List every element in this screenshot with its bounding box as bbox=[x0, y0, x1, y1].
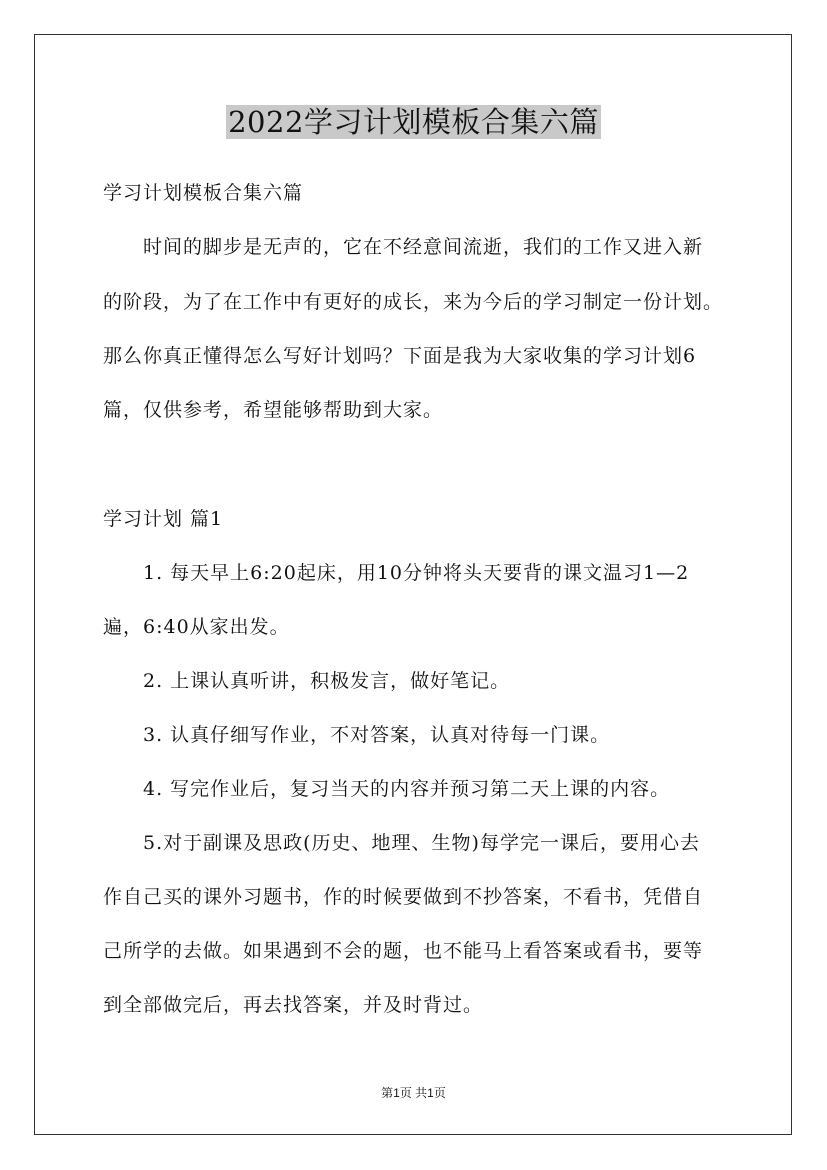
document-title bbox=[0, 100, 827, 144]
item-4: 4. 写完作业后，复习当天的内容并预习第二天上课的内容。 bbox=[143, 778, 671, 800]
section-heading: 学习计划 篇1 bbox=[103, 508, 224, 530]
item-5-line-2: 作自己买的课外习题书，作的时候要做到不抄答案，不看书，凭借自 bbox=[103, 886, 704, 908]
page-footer: 第1页 共1页 bbox=[381, 1086, 446, 1100]
intro-line-3: 那么你真正懂得怎么写好计划吗？下面是我为大家收集的学习计划6 bbox=[103, 345, 697, 367]
item-5-line-3: 己所学的去做。如果遇到不会的题，也不能马上看答案或看书，要等 bbox=[103, 940, 704, 962]
document-subtitle: 学习计划模板合集六篇 bbox=[103, 182, 304, 204]
intro-line-1: 时间的脚步是无声的，它在不经意间流逝，我们的工作又进入新 bbox=[143, 236, 704, 258]
item-2: 2. 上课认真听讲，积极发言，做好笔记。 bbox=[143, 670, 511, 692]
item-3: 3. 认真仔细写作业，不对答案，认真对待每一门课。 bbox=[143, 724, 611, 746]
intro-line-4: 篇，仅供参考，希望能够帮助到大家。 bbox=[103, 399, 444, 421]
item-1-line-2: 遍，6:40从家出发。 bbox=[103, 616, 290, 638]
item-5-line-1: 5.对于副课及思政(历史、地理、生物)每学完一课后，要用心去 bbox=[143, 832, 700, 854]
item-5-line-4: 到全部做完后，再去找答案，并及时背过。 bbox=[103, 994, 484, 1016]
intro-line-2: 的阶段，为了在工作中有更好的成长，来为今后的学习制定一份计划。 bbox=[103, 291, 724, 313]
item-1-line-1: 1. 每天早上6:20起床，用10分钟将头天要背的课文温习1—2 bbox=[143, 562, 690, 584]
document-title-text: 2022学习计划模板合集六篇 bbox=[228, 105, 599, 139]
